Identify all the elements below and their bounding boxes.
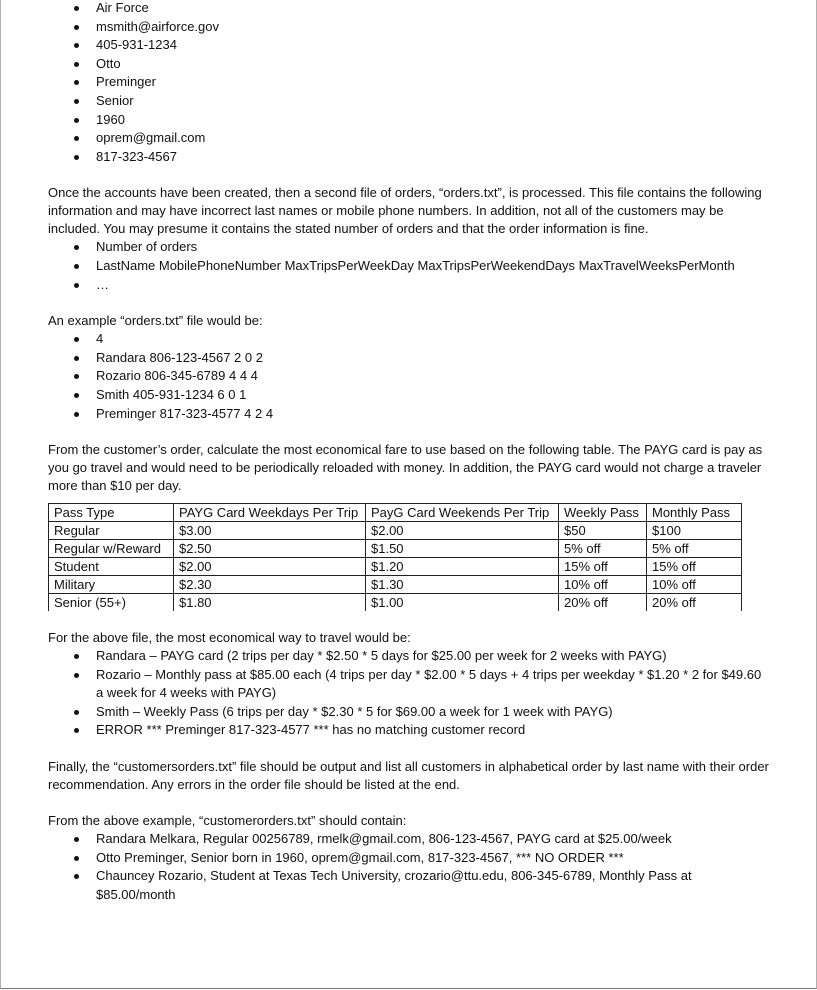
table-cell: $2.30 bbox=[174, 576, 366, 594]
orders-intro-paragraph: Once the accounts have been created, then a second file of orders, “orders.txt”, is processed. This file contains the following information and may have incorrect last names or mobile phone numbers. In addition, not all of the customers may be included. You may presume it contains the stated number of orders and that the order information is fine. bbox=[48, 185, 762, 237]
table-row bbox=[49, 576, 742, 594]
list-item: Randara 806-123-4567 2 0 2 bbox=[72, 349, 772, 368]
table-row bbox=[49, 522, 742, 540]
list-item: Smith – Weekly Pass (6 trips per day * $2.30 * 5 for $69.00 a week for 1 week with PAYG) bbox=[72, 703, 772, 722]
table-header-cell: Pass Type bbox=[49, 504, 174, 522]
list-item: Otto bbox=[72, 55, 772, 74]
table-header-cell: PayG Card Weekends Per Trip bbox=[366, 504, 559, 522]
list-item: Randara – PAYG card (2 trips per day * $2.50 * 5 days for $25.00 per week for 2 weeks with PAYG) bbox=[72, 647, 772, 666]
table-header-cell: PAYG Card Weekdays Per Trip bbox=[174, 504, 366, 522]
list-item: Otto Preminger, Senior born in 1960, oprem@gmail.com, 817-323-4567, *** NO ORDER *** bbox=[72, 849, 772, 868]
table-cell: $1.20 bbox=[366, 558, 559, 576]
list-item: … bbox=[72, 276, 772, 295]
fare-table bbox=[48, 503, 742, 611]
table-header-cell: Monthly Pass bbox=[647, 504, 742, 522]
table-cell: 5% off bbox=[559, 540, 647, 558]
list-item: Number of orders bbox=[72, 238, 772, 257]
list-item: 817-323-4567 bbox=[72, 148, 772, 167]
table-cell: $1.50 bbox=[366, 540, 559, 558]
table-cell: 10% off bbox=[559, 576, 647, 594]
list-item: Smith 405-931-1234 6 0 1 bbox=[72, 386, 772, 405]
table-row bbox=[49, 558, 742, 576]
table-cell: $3.00 bbox=[174, 522, 366, 540]
table-cell: $50 bbox=[559, 522, 647, 540]
output-intro-paragraph: Finally, the “customersorders.txt” file should be output and list all customers in alphabetical order by last name with their order recommendation. Any errors in the order file should be listed at the end. bbox=[48, 759, 769, 793]
list-item: Rozario – Monthly pass at $85.00 each (4 trips per day * $2.00 * 5 days + 4 trips per weekday * $1.20 * 2 for $49.60 a week for 4 weeks with PAYG) bbox=[72, 666, 772, 703]
list-item: msmith@airforce.gov bbox=[72, 18, 772, 37]
list-item: 405-931-1234 bbox=[72, 36, 772, 55]
list-item: Preminger 817-323-4577 4 2 4 bbox=[72, 405, 772, 424]
orders-format-list bbox=[48, 238, 772, 294]
list-item: Chauncey Rozario, Student at Texas Tech University, crozario@ttu.edu, 806-345-6789, Monthly Pass at $85.00/month bbox=[72, 867, 772, 904]
example-orders-list bbox=[48, 330, 772, 423]
table-row bbox=[49, 594, 742, 612]
table-cell: Student bbox=[49, 558, 174, 576]
table-cell: 20% off bbox=[559, 594, 647, 612]
economical-intro-paragraph: For the above file, the most economical way to travel would be: bbox=[48, 630, 411, 646]
table-cell: $2.00 bbox=[174, 558, 366, 576]
table-cell: 10% off bbox=[647, 576, 742, 594]
table-row bbox=[49, 540, 742, 558]
output-example-list bbox=[48, 830, 772, 904]
list-item: Air Force bbox=[72, 0, 772, 18]
economical-results-list bbox=[48, 647, 772, 740]
table-cell: 15% off bbox=[559, 558, 647, 576]
output-example-intro-paragraph: From the above example, “customerorders.txt” should contain: bbox=[48, 813, 407, 829]
table-cell: $1.00 bbox=[366, 594, 559, 612]
list-item: Randara Melkara, Regular 00256789, rmelk@gmail.com, 806-123-4567, PAYG card at $25.00/week bbox=[72, 830, 772, 849]
table-header-row bbox=[49, 504, 742, 522]
table-header-cell: Weekly Pass bbox=[559, 504, 647, 522]
fare-intro-paragraph: From the customer’s order, calculate the most economical fare to use based on the following table. The PAYG card is pay as you go travel and would need to be periodically reloaded with money. In addition, the PAYG card would not charge a traveler more than $10 per day. bbox=[48, 442, 763, 494]
account-fields-list bbox=[48, 0, 772, 166]
example-intro-paragraph: An example “orders.txt” file would be: bbox=[48, 313, 263, 329]
list-item: 4 bbox=[72, 330, 772, 349]
table-cell: $1.30 bbox=[366, 576, 559, 594]
list-item: 1960 bbox=[72, 111, 772, 130]
list-item: Rozario 806-345-6789 4 4 4 bbox=[72, 367, 772, 386]
table-cell: Senior (55+) bbox=[49, 594, 174, 612]
table-cell: Military bbox=[49, 576, 174, 594]
list-item: Preminger bbox=[72, 73, 772, 92]
table-cell: $2.00 bbox=[366, 522, 559, 540]
table-cell: Regular w/Reward bbox=[49, 540, 174, 558]
table-cell: 5% off bbox=[647, 540, 742, 558]
table-cell: 20% off bbox=[647, 594, 742, 612]
table-cell: $100 bbox=[647, 522, 742, 540]
list-item: Senior bbox=[72, 92, 772, 111]
table-cell: $1.80 bbox=[174, 594, 366, 612]
list-item: LastName MobilePhoneNumber MaxTripsPerWeekDay MaxTripsPerWeekendDays MaxTravelWeeksPerMonth bbox=[72, 257, 772, 276]
table-cell: $2.50 bbox=[174, 540, 366, 558]
list-item: oprem@gmail.com bbox=[72, 129, 772, 148]
table-cell: Regular bbox=[49, 522, 174, 540]
list-item: ERROR *** Preminger 817-323-4577 *** has no matching customer record bbox=[72, 721, 772, 740]
document-body bbox=[48, 0, 772, 904]
table-cell: 15% off bbox=[647, 558, 742, 576]
